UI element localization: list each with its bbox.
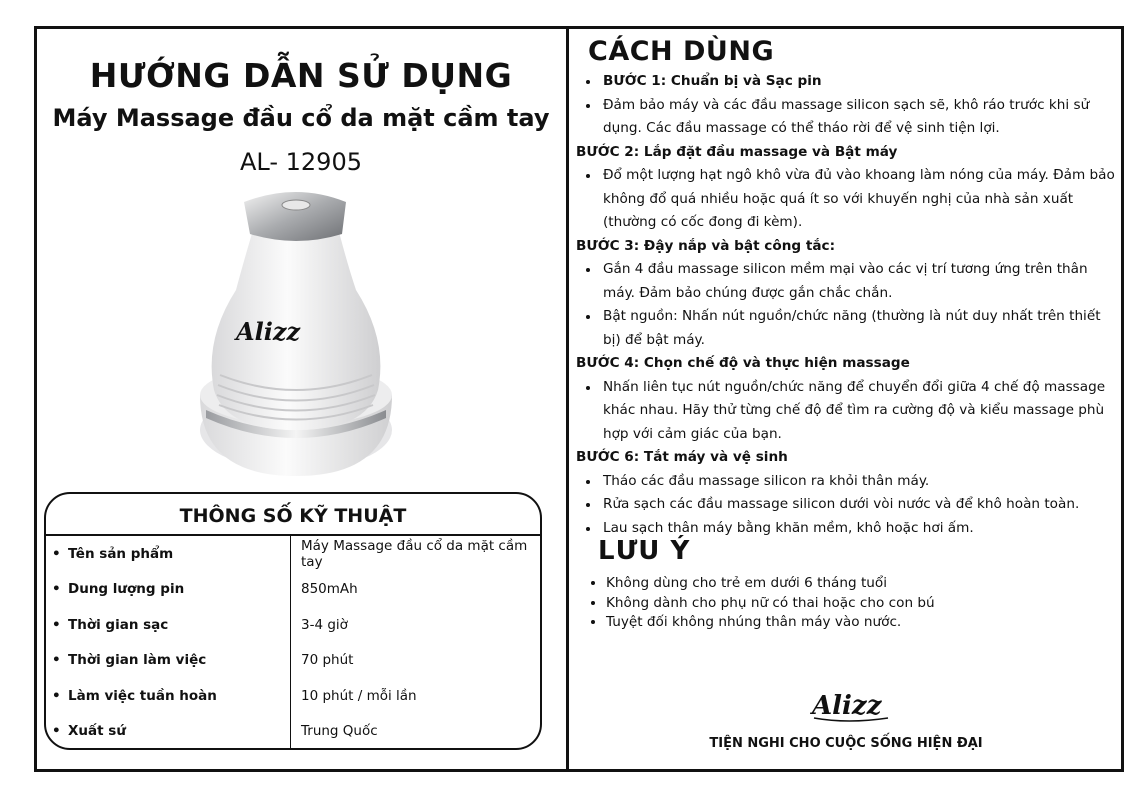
spec-key: • Tên sản phẩm bbox=[46, 536, 291, 572]
spec-value: 10 phút / mỗi lần bbox=[301, 687, 417, 704]
step2-list bbox=[576, 164, 1116, 235]
table-row bbox=[46, 536, 540, 572]
spec-value: 70 phút bbox=[301, 652, 354, 669]
list-item: • Tuyệt đối không nhúng thân máy vào nước. bbox=[606, 613, 1104, 633]
list-item: • Gắn 4 đầu massage silicon mềm mại vào các vị trí tương ứng trên thân máy. Đảm bảo chúng được gắn chắc chắn. bbox=[600, 258, 1116, 305]
list-item: • Tháo các đầu massage silicon ra khỏi thân máy. bbox=[600, 470, 1116, 494]
notes-heading: LƯU Ý bbox=[598, 536, 691, 566]
step-title: • BƯỚC 1: Chuẩn bị và Sạc pin bbox=[600, 70, 1116, 94]
step-title: BƯỚC 6: Tắt máy và vệ sinh bbox=[576, 449, 788, 465]
table-row bbox=[46, 678, 540, 714]
model-number: AL- 12905 bbox=[239, 148, 362, 176]
list-item: • Nhấn liên tục nút nguồn/chức năng để chuyển đổi giữa 4 chế độ massage khác nhau. Hãy thử từng chế độ để tìm ra cường độ và kiểu massage phù hợp với cảm giác của bạn. bbox=[600, 376, 1116, 447]
spec-value: Máy Massage đầu cổ da mặt cầm tay bbox=[301, 537, 528, 570]
usage-steps bbox=[576, 70, 1116, 540]
spec-value: 850mAh bbox=[301, 581, 358, 598]
step3-list bbox=[576, 258, 1116, 352]
spec-value: 3-4 giờ bbox=[301, 616, 348, 633]
page-title: HƯỚNG DẪN SỬ DỤNG bbox=[89, 56, 513, 95]
table-row bbox=[46, 714, 540, 750]
list-item: • Đổ một lượng hạt ngô khô vừa đủ vào khoang làm nóng của máy. Đảm bảo không đổ quá nhiều hoặc quá ít so với khuyến nghị của nhà sản xuất (thường có cốc đong đi kèm). bbox=[600, 164, 1116, 235]
spec-value: Trung Quốc bbox=[301, 723, 378, 740]
specs-box bbox=[44, 492, 542, 750]
usage-heading: CÁCH DÙNG bbox=[588, 36, 775, 67]
list-item: • Rửa sạch các đầu massage silicon dưới vòi nước và để khô hoàn toàn. bbox=[600, 493, 1116, 517]
brand-logo bbox=[808, 680, 898, 724]
product-image bbox=[186, 190, 406, 480]
column-divider bbox=[566, 26, 569, 772]
list-item: • Không dành cho phụ nữ có thai hoặc cho con bú bbox=[606, 594, 1104, 614]
spec-key: • Dung lượng pin bbox=[46, 572, 291, 608]
step4-list bbox=[576, 376, 1116, 447]
notes-list bbox=[584, 574, 1104, 633]
specs-title: THÔNG SỐ KỸ THUẬT bbox=[46, 494, 540, 536]
step-title: BƯỚC 2: Lắp đặt đầu massage và Bật máy bbox=[576, 143, 898, 160]
list-item: • Bật nguồn: Nhấn nút nguồn/chức năng (thường là nút duy nhất trên thiết bị) để bật máy. bbox=[600, 305, 1116, 352]
specs-table bbox=[46, 536, 540, 749]
list-item: • Đảm bảo máy và các đầu massage silicon sạch sẽ, khô ráo trước khi sử dụng. Các đầu massage có thể tháo rời để vệ sinh tiện lợi. bbox=[600, 94, 1116, 141]
table-row bbox=[46, 643, 540, 679]
step-title: BƯỚC 3: Đậy nắp và bật công tắc: bbox=[576, 237, 836, 254]
svg-text:Alizz: Alizz bbox=[236, 317, 301, 346]
product-subtitle: Máy Massage đầu cổ da mặt cầm tay bbox=[52, 104, 550, 132]
spec-key: • Xuất sứ bbox=[46, 714, 291, 750]
table-row bbox=[46, 607, 540, 643]
svg-text:Alizz: Alizz bbox=[812, 691, 882, 721]
table-row bbox=[46, 572, 540, 608]
step6-list bbox=[576, 470, 1116, 541]
brand-tagline: TIỆN NGHI CHO CUỘC SỐNG HIỆN ĐẠI bbox=[709, 736, 983, 751]
list-item: • Lau sạch thân máy bằng khăn mềm, khô hoặc hơi ấm. bbox=[600, 517, 1116, 541]
step-title: BƯỚC 4: Chọn chế độ và thực hiện massage bbox=[576, 355, 910, 371]
step1-list bbox=[576, 70, 1116, 141]
spec-key: • Làm việc tuần hoàn bbox=[46, 678, 291, 714]
spec-key: • Thời gian sạc bbox=[46, 607, 291, 643]
list-item: • Không dùng cho trẻ em dưới 6 tháng tuổi bbox=[606, 574, 1104, 594]
spec-key: • Thời gian làm việc bbox=[46, 643, 291, 679]
